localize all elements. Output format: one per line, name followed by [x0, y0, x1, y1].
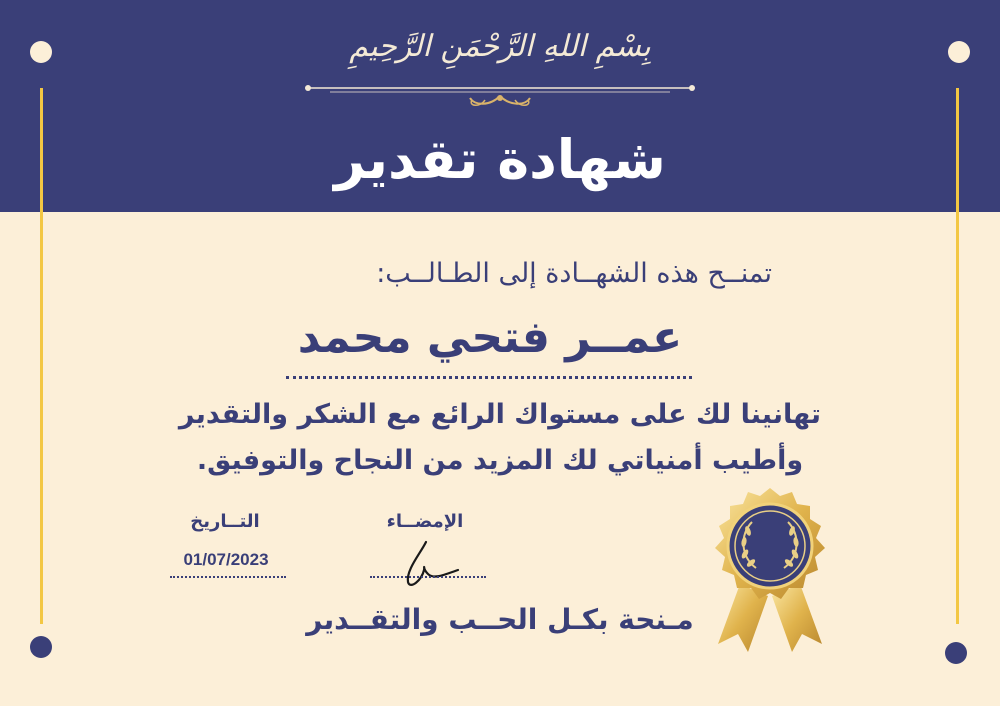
corner-dot-top-left: [30, 41, 52, 63]
date-label: التــاريخ: [190, 511, 260, 532]
signature-scribble-icon: [392, 540, 462, 590]
message-line-2: وأطيب أمنياتي لك المزيد من النجاح والتوفيق.: [196, 445, 804, 476]
date-dotted-line: [170, 576, 286, 578]
student-name: عمــر فتحي محمد: [297, 312, 683, 363]
ornament-divider-icon: [300, 76, 700, 116]
grant-text: تمنــح هذه الشهــادة إلى الطـالــب:: [376, 258, 772, 289]
award-seal-icon: [700, 484, 840, 654]
corner-dot-bottom-left: [30, 636, 52, 658]
basmala-calligraphy: بِسْمِ اللهِ الرَّحْمَنِ الرَّحِيمِ: [349, 29, 651, 64]
corner-dot-bottom-right: [945, 642, 967, 664]
name-dotted-line: [286, 376, 692, 379]
left-gold-line: [40, 88, 43, 624]
date-value: 01/07/2023: [183, 550, 269, 569]
right-gold-line: [956, 88, 959, 624]
message-line-1: تهانينا لك على مستواك الرائع مع الشكر والتقدير: [178, 399, 822, 430]
signature-dotted-line: [370, 576, 486, 578]
signature-label: الإمضــاء: [386, 511, 464, 532]
footer-text: مـنحة بكـل الحــب والتقــدير: [306, 603, 694, 636]
corner-dot-top-right: [948, 41, 970, 63]
certificate-title: شهادة تقدير: [334, 128, 666, 191]
